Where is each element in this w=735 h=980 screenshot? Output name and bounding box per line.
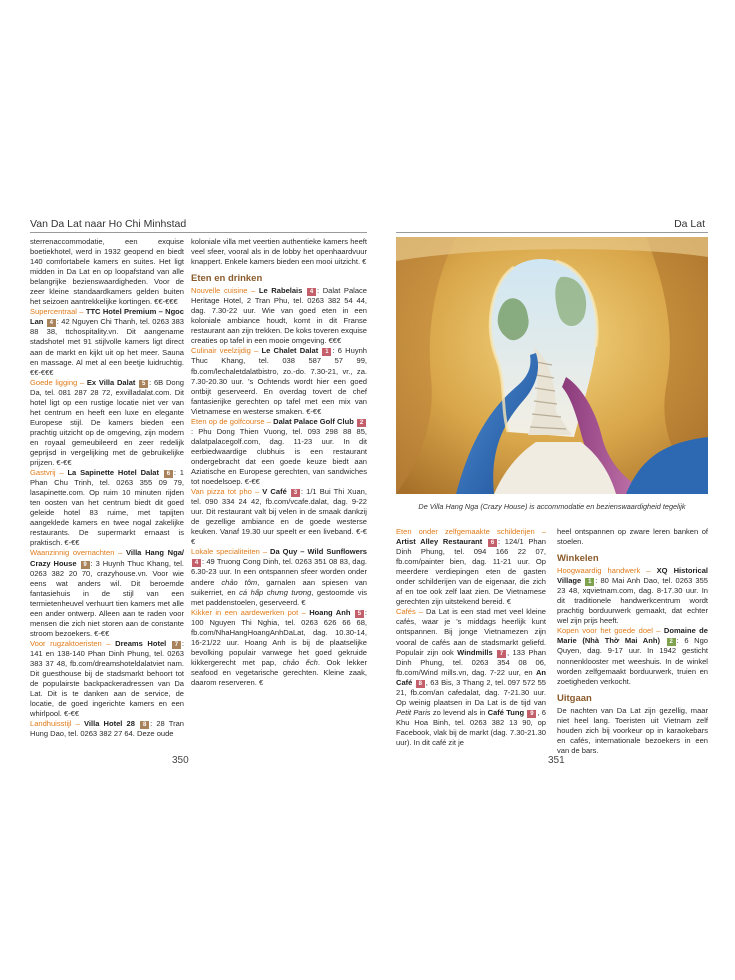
- dish-name: chảo ếch: [282, 657, 318, 667]
- map-number-badge: 9: [527, 710, 536, 718]
- listing-name: Artist Alley Restaurant: [396, 537, 483, 547]
- section-heading-eten: Eten en drinken: [191, 273, 263, 285]
- listing-text: : 3 Huynh Thuc Khang, tel. 0263 382 20 70, crazyhouse.vn. Voor wie eens wat anders wil. Dit beroemde fantasiehuis in de stijl van een termietenheuvel verhuurt tien kamers met alle een ander ontwerp. Alleen aan te raden voor mensen die zich niet storen aan de constante stroom bezoekers. €-€€: [30, 558, 184, 638]
- listing-text: , 63 Bis, 3 Thang 2, tel. 097 572 55 21, fb.com/an cafedalat, dag. 7-21.30 uur. Op weinig plaatsen in Da Lat is de tijd van: [396, 677, 546, 707]
- listing-text: : 6B Dong Da, tel. 081 287 28 72, exvilladalat.com. Dit hotel ligt op een rustige locatie niet ver van het centrum en heeft een luxe en elegante Europese stijl. De kamers bieden een prachtig uitzicht op de omgeving, zijn modern en royaal gemeubileerd en zeer redelijk geprijsd in vergelijking met de gebruikelijke prijzen. €-€€: [30, 377, 184, 468]
- listing-text: : 6 Ngo Quyen, dag. 9-17 uur. In 1942 gesticht nonnenklooster met weeshuis. In de winkel worden zelfgemaakt borduurwerk, truien en zoetigheden verkocht.: [557, 636, 708, 686]
- crazy-house-photo: [396, 237, 708, 494]
- paragraph: sterrenaccommodatie, een exquise boetiekhotel, werd in 1932 geopend en biedt 140 comfortabele kamers en suites. Het ligt midden in Da Lat en op loopafstand van alle belangrijke bezienswaardigheden. Voor de zeer kleine standaardkamers gelden buiten het seizoen aantrekkelijke kortingen. €€-€€€: [30, 237, 184, 307]
- dish-name: cá hấp chưng tương: [239, 587, 312, 597]
- category-label: Gastvrij –: [30, 468, 68, 478]
- running-head-left: Van Da Lat naar Ho Chi Minhstad: [30, 218, 187, 230]
- listing-name: Le Chalet Dalat: [261, 346, 319, 356]
- map-number-badge: 5: [139, 380, 148, 388]
- category-label: Landhuisstijl –: [30, 719, 85, 729]
- category-label: Waanzinnig overnachten –: [30, 548, 126, 558]
- listing-entry: [191, 346, 367, 416]
- listing-name: V Café: [262, 487, 287, 497]
- listing-text: : Dalat Palace Heritage Hotel, 2 Tran Phu, tel. 0263 382 54 44, dag. 7.30-22 uur. Wie van goed eten in een koloniale ambiance houdt, komt in dit Franse restaurant aan zijn trekken. De koks toveren exquise creaties op tafel in een mooie omgeving. €€€: [191, 286, 367, 346]
- listing-text: : Phu Dong Thien Vuong, tel. 093 298 88 85, dalatpalacegolf.com, dag. 11-23 uur. In dit eerbiedwaardige clubhuis is een restaurant ondergebracht dat een goede keuze biedt aan Aziatische en Europese gerechten, van sandwiches tot noedelsoep. €-€€: [191, 426, 367, 487]
- listing-entry: [30, 719, 184, 739]
- listing-text: zo levend als in: [430, 707, 488, 717]
- listing-entry: [30, 548, 184, 638]
- listing-text: : 6 Huynh Thuc Khang, tel. 038 587 57 99, fb.com/lechaletdalatbistro, zo.-do. 7.30-21, vr., za. 7.30-20.30 uur. 's Ochtends wordt hier een goed ontbijt geserveerd. En overdag tovert de chef fantasierijke gerechten op tafel met een mix van Vietnamese en westerse smaken. €-€€: [191, 346, 367, 416]
- map-number-badge: 9: [81, 561, 90, 569]
- listing-entry: [30, 307, 184, 377]
- listing-text: , 6 Khu Hoa Binh, tel. 0263 382 13 90, op Facebook, vlak bij de markt (dag. 7.30-21.30 uur). In dit café zit je: [396, 707, 546, 747]
- listing-entry: [191, 487, 367, 547]
- listing-name: Windmills: [457, 647, 493, 657]
- map-number-badge: 6: [164, 470, 173, 478]
- listing-text: : 28 Tran Hung Dao, tel. 0263 382 27 64. Deze oude: [30, 719, 184, 739]
- listing-text: : 100 Nguyen Thi Nghia, tel. 0263 626 66 68, fb.com/NhaHangHoangAnhDaLat, dag. 10.30-14, 16-21/22 uur. Hoang Anh is bij de plaatselijke bevolking populair vanwege het goed gekruide kikkergerecht met pap,: [191, 607, 367, 667]
- page-number-right: 351: [548, 755, 565, 766]
- listing-name: XQ Historical Village: [557, 566, 708, 586]
- text-column-1: [30, 237, 184, 739]
- listing-name: Villa Hang Nga/ Crazy House: [30, 548, 184, 568]
- map-number-badge: 4: [47, 319, 56, 327]
- listing-text: : 80 Mai Anh Dao, tel. 0263 355 23 48, xqvietnam.com, dag. 8-17.30 uur. In dit traditionele handwerkcentrum wordt prachtig borduurwerk gemaakt, dat echter wel zijn prijs heeft.: [557, 576, 708, 626]
- map-number-badge: 1: [585, 578, 594, 586]
- listing-entry: [30, 639, 184, 719]
- map-number-badge: 8: [140, 721, 149, 729]
- listing-text: . Ook lekker seafood en vegetarische gerechten. Kleine zaak, daarom reserveren. €: [191, 657, 367, 687]
- category-label: Van pizza tot pho –: [191, 487, 263, 497]
- listing-text: : 42 Nguyen Chi Thanh, tel. 0263 383 88 38, ttchospitality.vn. Dit aangename stadshotel met 91 stijlvolle kamers ligt direct aan de markt en kijkt uit op het meer. Sauna en massage. Al met al een beetje luidruchtig. €€-€€€: [30, 317, 184, 377]
- page-number-left: 350: [172, 755, 189, 766]
- category-label: Kopen voor het goede doel –: [557, 626, 664, 636]
- listing-text: : 1 Phan Chu Trinh, tel. 0263 355 09 79, lasapinette.com. Op ruim 10 minuten rijden ten oosten van het centrum biedt dit goed geleide hotel 83 ruime, met tapijten aangeklede kamers en twee nogal zakelijke restaurants. De supermarkt ernaast is praktisch. €-€€: [30, 468, 184, 548]
- listing-text: : 141 en 138-140 Phan Dinh Phung, tel. 0263 383 37 48, fb.com/dreamshoteldalatviet nam. Dit guesthouse bij de stadsmarkt behoort tot de populairste backpackeradressen van Da Lat. Dit is te danken aan de service, de locatie, de goed ingerichte kamers en een whirlpool. €-€€: [30, 638, 184, 719]
- category-label: Eten onder zelfgemaakte schilderijen –: [396, 527, 546, 536]
- listing-entry: [30, 378, 184, 468]
- listing-entry: [557, 566, 708, 626]
- listing-name: Da Quy – Wild Sunflowers: [270, 547, 367, 557]
- listing-text: , gestoomde vis met paddenstoelen, geserveerd. €: [191, 587, 367, 607]
- listing-text: : 124/1 Phan Dinh Phung, tel. 094 166 22 07, fb.com/painter bien, dag. 11-21 uur. Op meerdere verdiepingen eten de gasten onder schilderijen van de eigenaar, die zich af en toe ook zelf laat zien. De Vietnamese gerechten zijn uitstekend bereid. €: [396, 537, 546, 607]
- listing-name: La Sapinette Hotel Dalat: [67, 468, 160, 478]
- listing-name: Villa Hotel 28: [84, 719, 135, 729]
- category-label: Voor rugzaktoeristen –: [30, 638, 116, 648]
- listing-name: TTC Hotel Premium – Ngoc Lan: [30, 307, 184, 327]
- italic-term: Petit Paris: [396, 707, 431, 717]
- map-number-badge: 4: [192, 559, 201, 567]
- listing-name: Le Rabelais: [258, 286, 303, 296]
- category-label: Culinair veelzijdig –: [191, 346, 262, 356]
- text-column-4: [557, 527, 708, 756]
- listing-text: : 49 Truong Cong Dinh, tel. 0263 351 08 83, dag. 6.30-23 uur. In een ontspannen sfeer worden onder andere: [191, 557, 367, 587]
- header-rule-right: [396, 232, 708, 233]
- map-number-badge: 1: [322, 348, 331, 356]
- category-label: Goede ligging –: [30, 377, 87, 387]
- paragraph: heel ontspannen op zware leren banken of stoelen.: [557, 527, 708, 547]
- category-label: Kikker in een aardewerken pot –: [191, 607, 310, 617]
- map-number-badge: 7: [497, 650, 506, 658]
- map-number-badge: 7: [172, 641, 181, 649]
- map-number-badge: 4: [307, 288, 316, 296]
- header-rule-left: [30, 232, 367, 233]
- map-number-badge: 3: [291, 489, 300, 497]
- map-number-badge: 6: [488, 539, 497, 547]
- map-number-badge: 5: [355, 610, 364, 618]
- category-label: Supercentraal –: [30, 307, 86, 317]
- category-label: Nouvelle cuisine –: [191, 286, 259, 296]
- running-head-right: Da Lat: [674, 218, 705, 230]
- listing-text: Da Lat is een stad met veel kleine cafés, waar je 's middags heerlijk kunt ontspannen. Bij jonge Vietnamezen zijn vooral de cafés aan de stadsmarkt geliefd. Populair zijn ook: [396, 607, 546, 657]
- category-label: Eten op de golfcourse –: [191, 416, 274, 426]
- map-number-badge: 2: [667, 638, 676, 646]
- paragraph: koloniale villa met veertien authentieke kamers heeft veel sfeer, vooral als in de lobby het openhaardvuur knappert. Enkele kamers bieden een mooi uitzicht. €: [191, 237, 367, 267]
- category-label: Cafés –: [396, 607, 427, 617]
- listing-entry: [191, 547, 367, 607]
- listing-name: Hoang Anh: [309, 607, 351, 617]
- listing-entry: [191, 286, 367, 346]
- photo-caption: De Villa Hang Nga (Crazy House) is accommodatie en bezienswaardigheid tegelijk: [418, 502, 686, 511]
- listing-entry: [557, 626, 708, 686]
- section-heading-uitgaan: Uitgaan: [557, 692, 592, 704]
- listing-name: An Café: [396, 667, 546, 687]
- listing-entry: [396, 527, 546, 607]
- text-column-2: [191, 237, 367, 688]
- listing-name: Domaine de Marie (Nhà Thờ Mai Anh): [557, 626, 708, 646]
- dish-name: chảo tôm: [221, 577, 258, 587]
- listing-text: , 133 Phan Dinh Phung, tel. 0263 354 08 06, fb.com/Wind mills.vn, dag. 7-22 uur, en: [396, 647, 546, 677]
- category-label: Hoogwaardig handwerk –: [557, 566, 657, 576]
- paragraph: De nachten van Da Lat zijn gezellig, maar niet heel lang. Toeristen uit Vietnam zelf houden zich bij voorkeur op in karaokebars en cafés, internationale bezoekers in een van de bars.: [557, 705, 708, 755]
- listing-name: Dalat Palace Golf Club: [273, 416, 354, 426]
- listing-entry: [191, 417, 367, 487]
- listing-entry: [396, 607, 546, 748]
- listing-name: Dreams Hotel: [115, 638, 167, 648]
- listing-text: : 1/1 Bui Thi Xuan, tel. 090 334 24 42, fb.com/vcafe.dalat, dag. 9-22 uur. Dit restaurant valt bij velen in de smaak dankzij de gezellige ambiance en de goede westerse keuken. Vanaf 19.30 uur speelt er een liveband. €-€€: [191, 487, 367, 547]
- section-heading-winkelen: Winkelen: [557, 553, 599, 565]
- listing-name: Ex Villa Dalat: [86, 377, 136, 387]
- map-number-badge: 8: [416, 680, 425, 688]
- map-number-badge: 2: [357, 419, 366, 427]
- listing-text: , garnalen aan spiesen van suikerriet, en: [191, 577, 367, 597]
- listing-entry: [30, 468, 184, 548]
- listing-name: Café Tung: [487, 707, 525, 717]
- listing-entry: [191, 608, 367, 688]
- category-label: Lokale specialiteiten –: [191, 547, 271, 557]
- text-column-3: [396, 527, 546, 748]
